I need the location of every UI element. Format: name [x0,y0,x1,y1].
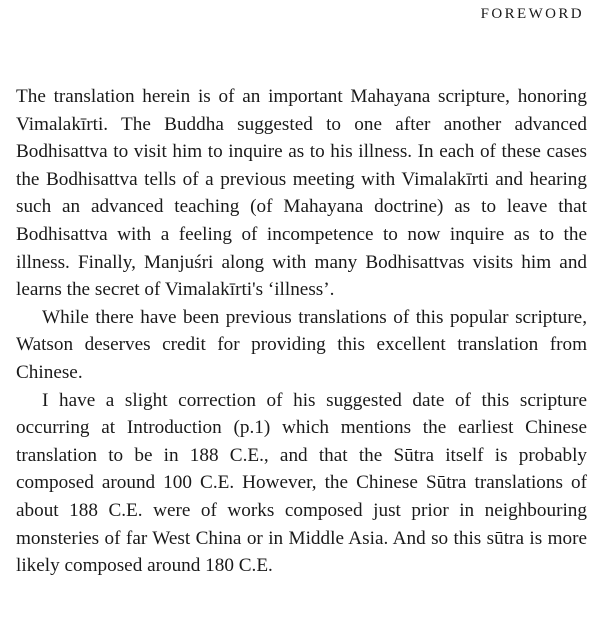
paragraph-3: I have a slight correction of his suggested date of this scripture occurring at Introduction (p.1) which mentions the earliest Chinese translation to be in 188 C.E., and that the Sūtra itself is probably composed around 100 C.E. However, the Chinese Sūtra translations of about 188 C.E. were of works composed just prior in neighbouring monsteries of far West China or in Middle Asia. And so this sūtra is more likely composed around 180 C.E. [16,389,587,577]
paragraph-2: While there have been previous translations of this popular scripture, Watson deserves credit for providing this excellent translation from Chinese. [16,306,587,383]
paragraph-1: The translation herein is of an important Mahayana scripture, honoring Vimalakīrti. The Buddha suggested to one after another advanced Bodhisattva to visit him to inquire as to his illness. In each of these cases the Bodhisattva tells of a previous meeting with Vimalakīrti and hearing such an advanced teaching (of Mahayana doctrine) as to leave that Bodhisattva with a feeling of incompetence to now inquire as to the illness. Finally, Manjuśri along with many Bodhisattvas visits him and learns the secret of Vimalakīrti's ‘illness’. [16,86,587,301]
foreword-body [16,83,587,580]
running-head: FOREWORD [480,6,584,22]
